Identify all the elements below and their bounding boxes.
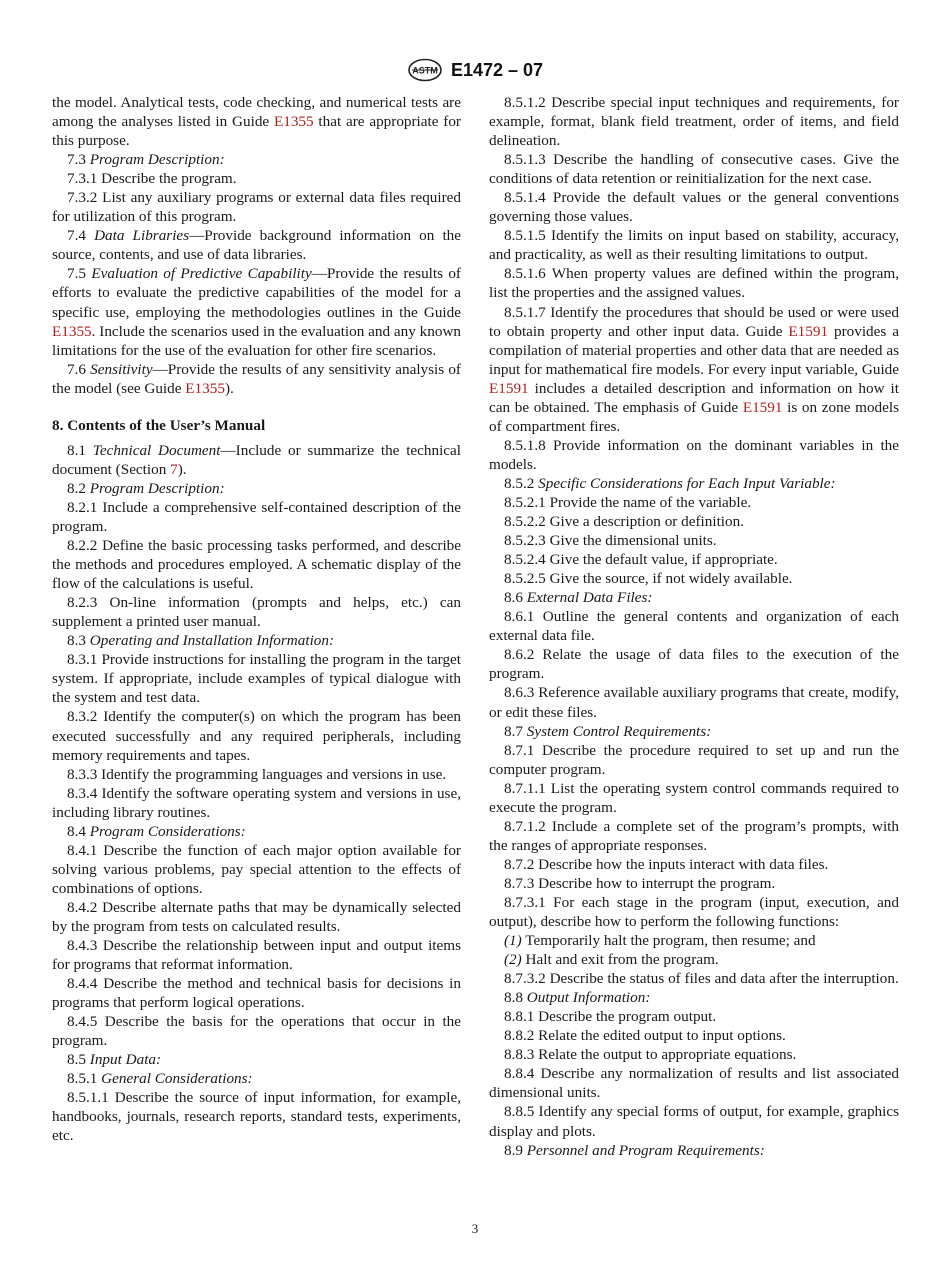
text-run: 8.6.2 Relate the usage of data files to the execution of the program.	[489, 646, 899, 683]
paragraph	[489, 1141, 899, 1160]
text-run: provides a compilation of material properties and other data that are needed as input for mathematical fire models. For every input variable, Guide	[489, 322, 899, 378]
text-run: 8.5.2.1 Provide the name of the variable.	[504, 493, 752, 511]
text-run: 8.9	[504, 1141, 527, 1159]
reference-link[interactable]: E1355	[185, 379, 225, 397]
text-run: 8.6	[504, 589, 527, 607]
text-run: 7.4	[67, 227, 95, 245]
text-run: 8.8.2 Relate the edited output to input options.	[504, 1027, 786, 1045]
paragraph	[489, 1045, 899, 1064]
paragraph	[489, 874, 899, 893]
paragraph	[489, 855, 899, 874]
logo-text: ASTM	[412, 65, 438, 76]
italic-text: Program Description:	[89, 151, 225, 169]
text-run: 8.8.1 Describe the program output.	[504, 1008, 717, 1026]
paragraph	[52, 188, 461, 226]
italic-text: Technical Document	[92, 441, 221, 459]
italic-text: System Control Requirements:	[526, 722, 712, 740]
text-run: 7.6	[67, 360, 91, 378]
text-run: 8.6.1 Outline the general contents and organization of each external data file.	[489, 608, 899, 645]
italic-text: (1)	[504, 932, 522, 950]
paragraph	[52, 707, 461, 764]
text-run: 8.8.3 Relate the output to appropriate equations.	[504, 1046, 797, 1064]
text-run: 8.5.1.6 When property values are defined within the program, list the properties and the assigned values.	[489, 265, 899, 302]
paragraph	[52, 1012, 461, 1050]
paragraph	[489, 226, 899, 264]
paragraph	[489, 550, 899, 569]
text-run: the model. Analytical tests, code checking, and numerical tests are among the analyses listed in Guide	[52, 94, 461, 131]
text-run: 8.2.1 Include a comprehensive self-contained description of the program.	[52, 498, 461, 535]
italic-text: Output Information:	[526, 989, 651, 1007]
text-run: 8.2.3 On-line information (prompts and helps, etc.) can supplement a printed user manual.	[52, 594, 461, 631]
text-run: 8.7.3.1 For each stage in the program (input, execution, and output), describe how to perform the following functions:	[489, 893, 899, 931]
text-run: 8.3.4 Identify the software operating system and versions in use, including library routines.	[52, 784, 461, 821]
text-run: 8.4.3 Describe the relationship between input and output items for programs that reformat information.	[52, 937, 461, 974]
paragraph	[489, 303, 899, 436]
text-run: 8.4.1 Describe the function of each major option available for solving various problems, pay special attention to the effects of combinations of options.	[52, 841, 461, 897]
paragraph	[489, 722, 899, 741]
paragraph	[52, 150, 461, 169]
reference-link[interactable]: E1591	[742, 398, 783, 416]
text-run: ).	[224, 379, 234, 397]
text-run: 8.7.1.1 List the operating system control commands required to execute the program.	[489, 779, 899, 816]
paragraph	[489, 569, 899, 588]
paragraph	[489, 950, 899, 969]
paragraph	[52, 784, 461, 822]
text-run: 8.5.2.3 Give the dimensional units.	[504, 532, 717, 550]
text-run: 8.5.1.7 Identify the procedures that should be used or were used to obtain property and other input data. Guide	[489, 303, 899, 340]
text-run: 8.5.1.8 Provide information on the dominant variables in the models.	[489, 436, 899, 473]
italic-text: Data Libraries	[94, 227, 190, 245]
text-run: 8.5.1.4 Provide the default values or the general conventions governing those values.	[489, 189, 899, 226]
text-run: 8.5.2.5 Give the source, if not widely available.	[504, 570, 793, 588]
paragraph	[52, 765, 461, 784]
paragraph	[489, 512, 899, 531]
paragraph	[489, 1026, 899, 1045]
text-run: that are appropriate for this purpose.	[52, 113, 461, 150]
paragraph	[489, 493, 899, 512]
text-run: 8.5.1.2 Describe special input techniques and requirements, for example, format, blank field treatment, order of items, and field delineation.	[489, 94, 899, 150]
text-run: 8.3.2 Identify the computer(s) on which the program has been executed successfully and any required peripherals, including memory requirements and tapes.	[52, 708, 461, 764]
text-run: 8.7.3.2 Describe the status of files and data after the interruption.	[504, 970, 899, 988]
paragraph	[489, 893, 899, 931]
paragraph	[52, 974, 461, 1012]
text-run: 8.4.2 Describe alternate paths that may be dynamically selected by the program from tests on calculated results.	[52, 898, 461, 935]
paragraph	[489, 93, 899, 150]
reference-link[interactable]: E1355	[52, 322, 92, 340]
paragraph	[52, 498, 461, 536]
paragraph	[489, 188, 899, 226]
reference-link[interactable]: E1355	[273, 113, 314, 131]
paragraph	[52, 650, 461, 707]
text-run: . Include the scenarios used in the evaluation and any known limitations for the use of the evaluation for other fire scenarios.	[52, 322, 461, 359]
page-number: 3	[471, 1221, 479, 1236]
paragraph	[489, 436, 899, 474]
reference-link[interactable]: E1591	[788, 322, 829, 340]
text-run: 8.7.1.2 Include a complete set of the program’s prompts, with the ranges of appropriate responses.	[489, 817, 899, 854]
paragraph	[489, 1007, 899, 1026]
paragraph	[489, 264, 899, 302]
reference-link[interactable]: 7	[170, 460, 178, 478]
text-run: —Provide the results of any sensitivity analysis of the model (see Guide	[52, 360, 461, 397]
section-heading	[52, 416, 461, 435]
reference-link[interactable]: E1591	[489, 379, 529, 397]
paragraph	[489, 645, 899, 683]
paragraph	[489, 988, 899, 1007]
text-run: —Provide background information on the source, contents, and use of data libraries.	[52, 227, 462, 264]
paragraph	[52, 264, 461, 359]
left-column	[52, 93, 461, 1146]
paragraph	[489, 531, 899, 550]
paragraph	[489, 969, 899, 988]
text-run: 8.5.1.3 Describe the handling of consecutive cases. Give the conditions of data retention or reinitialization for the next case.	[489, 151, 899, 188]
paragraph	[52, 841, 461, 898]
paragraph	[489, 1102, 899, 1140]
text-run: 8.7.1 Describe the procedure required to set up and run the computer program.	[489, 741, 899, 778]
document-id: E1472 – 07	[450, 59, 544, 80]
text-run: 7.5	[67, 265, 92, 283]
text-run: 8.2	[67, 479, 90, 497]
italic-text: Specific Considerations for Each Input Variable:	[538, 474, 836, 492]
paragraph	[489, 683, 899, 721]
italic-text: General Considerations:	[101, 1070, 253, 1088]
paragraph	[52, 898, 461, 936]
text-run: 8.6.3 Reference available auxiliary programs that create, modify, or edit these files.	[489, 684, 899, 721]
text-run: is on zone models of compartment fires.	[489, 398, 899, 435]
text-run: Temporarily halt the program, then resume; and	[521, 932, 816, 950]
text-run: 8.5	[67, 1051, 90, 1069]
text-run: 7.3	[67, 151, 90, 169]
text-run: 8.8	[504, 989, 527, 1007]
text-run: 8.5.1.5 Identify the limits on input based on stability, accuracy, and practicality, as well as their resulting limitations to output.	[489, 227, 899, 264]
paragraph	[52, 169, 461, 188]
right-column	[489, 93, 899, 1160]
text-run: 8.4.5 Describe the basis for the operations that occur in the program.	[52, 1013, 461, 1050]
paragraph	[52, 1088, 461, 1145]
paragraph	[489, 817, 899, 855]
astm-logo-icon	[407, 58, 443, 82]
text-run: 8.7	[504, 722, 527, 740]
text-run: 8.5.2.2 Give a description or definition.	[504, 513, 744, 531]
paragraph	[52, 1069, 461, 1088]
paragraph	[489, 588, 899, 607]
text-run: 8.1	[67, 441, 93, 459]
text-run: 8.8.4 Describe any normalization of results and list associated dimensional units.	[489, 1065, 899, 1102]
paragraph	[489, 150, 899, 188]
text-run: 8.5.1	[67, 1070, 102, 1088]
text-run: 8.2.2 Define the basic processing tasks performed, and describe the methods and procedures employed. A schematic display of the flow of the calculations is useful.	[52, 537, 461, 593]
paragraph	[52, 936, 461, 974]
text-run: 7.3.2 List any auxiliary programs or external data files required for utilization of this program.	[52, 189, 461, 226]
text-run: ).	[177, 460, 187, 478]
text-run: 8.5.2	[504, 474, 539, 492]
paragraph	[489, 607, 899, 645]
italic-text: Operating and Installation Information:	[89, 632, 335, 650]
paragraph	[52, 631, 461, 650]
text-run: 8.4.4 Describe the method and technical basis for decisions in programs that perform logical operations.	[52, 975, 461, 1012]
page-header	[0, 56, 950, 84]
paragraph	[52, 536, 461, 593]
text-run: —Provide the results of efforts to evaluate the predictive capabilities of the model for a specific use, employing the methodologies outlines in the Guide	[52, 265, 461, 321]
text-run: 8.5.2.4 Give the default value, if appropriate.	[504, 551, 778, 569]
paragraph	[52, 226, 461, 264]
italic-text: Input Data:	[89, 1051, 162, 1069]
italic-text: Sensitivity	[90, 360, 153, 378]
paragraph	[52, 479, 461, 498]
italic-text: Program Considerations:	[89, 822, 246, 840]
paragraph	[52, 93, 461, 150]
paragraph	[489, 1064, 899, 1102]
text-run: 8.7.3 Describe how to interrupt the program.	[504, 874, 776, 892]
paragraph	[52, 360, 461, 398]
text-run: 8.8.5 Identify any special forms of output, for example, graphics display and plots.	[489, 1103, 899, 1140]
paragraph	[489, 741, 899, 779]
italic-text: Program Description:	[89, 479, 225, 497]
text-run: 7.3.1 Describe the program.	[67, 170, 237, 188]
text-run: —Include or summarize the technical document (Section	[52, 441, 462, 478]
text-run: 8.3.3 Identify the programming languages and versions in use.	[67, 765, 447, 783]
text-run: 8.3.1 Provide instructions for installing the program in the target system. If appropriate, include examples of typical dialogue with the system and test data.	[52, 651, 461, 707]
paragraph	[52, 593, 461, 631]
paragraph	[489, 779, 899, 817]
paragraph	[52, 441, 461, 479]
paragraph	[489, 931, 899, 950]
paragraph	[52, 1050, 461, 1069]
paragraph	[489, 474, 899, 493]
text-run: 8.3	[67, 632, 90, 650]
text-run: 8.7.2 Describe how the inputs interact with data files.	[504, 855, 829, 873]
text-run: 8.5.1.1 Describe the source of input information, for example, handbooks, journals, research reports, standard tests, experiments, etc.	[52, 1089, 461, 1145]
italic-text: External Data Files:	[526, 589, 653, 607]
italic-text: Personnel and Program Requirements:	[526, 1141, 765, 1159]
text-run: 8.4	[67, 822, 90, 840]
text-run: includes a detailed description and information on how it can be obtained. The emphasis of Guide	[489, 379, 899, 416]
text-run: 8. Contents of the User’s Manual	[52, 416, 266, 434]
italic-text: (2)	[504, 951, 522, 969]
text-run: Halt and exit from the program.	[521, 951, 719, 969]
italic-text: Evaluation of Predictive Capability	[91, 265, 312, 283]
paragraph	[52, 822, 461, 841]
